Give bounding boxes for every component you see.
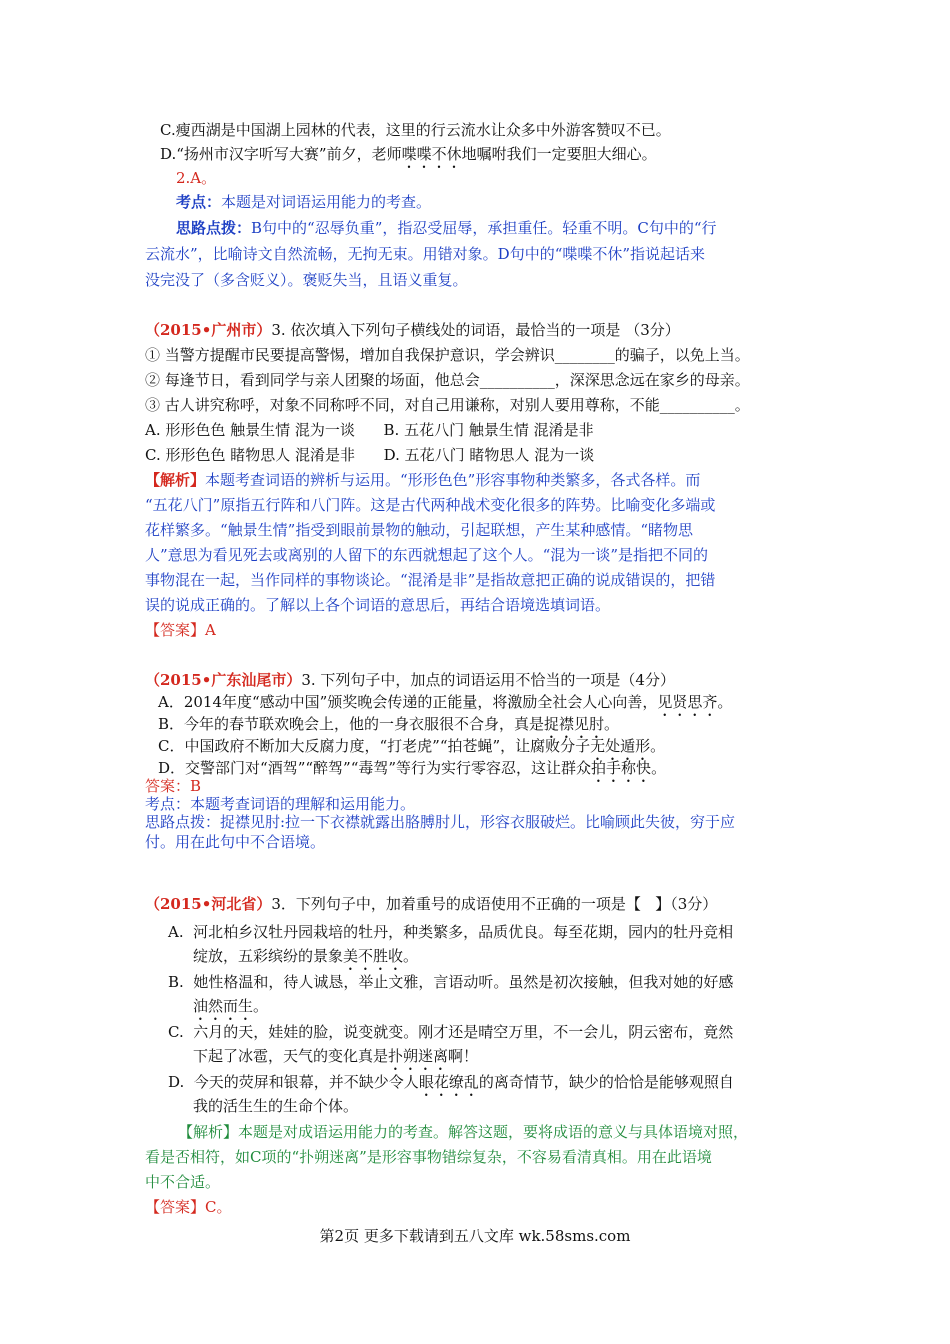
silu-line-3: [145, 268, 468, 292]
q4-option-d-post: 的离奇情节，缺少的恰恰是能够观照自: [478, 1073, 734, 1091]
q4-option-d-pre: D. 今天的荧屏和银幕，并不缺少令人: [168, 1073, 419, 1091]
q3-kaodian-text: 考点：本题考查词语的理解和运用能力。: [145, 795, 416, 813]
q4-answer-text: C。: [205, 1198, 232, 1216]
q2-title-line: [145, 318, 680, 342]
q4-option-b-line-1: [168, 970, 733, 994]
kaodian-line: [176, 190, 431, 214]
q3-option-c: [158, 734, 665, 758]
silu-line-2: [145, 242, 705, 266]
q4-jiexi-text-3: 中不合适。: [145, 1173, 221, 1191]
q2-answer-text: 【答案】A: [145, 621, 216, 639]
q3-source: （2015•广东汕尾市）: [145, 671, 302, 689]
q4-option-b-text-1: B. 她性格温和，待人诚恳，举止文雅，言语动听。虽然是初次接触，但我对她的好感: [168, 973, 734, 991]
q4-option-a-line-2: [193, 944, 418, 968]
q4-option-a-dotted: 美不胜收: [343, 947, 404, 965]
q3-option-d-post: 。: [651, 759, 667, 777]
q4-jiexi-line-3: [145, 1170, 220, 1194]
q3-option-c-pre: C．中国政府不断加大反腐力度，“打老虎”“拍苍蝇”，让腐败分子: [158, 737, 591, 755]
option-c-line: [160, 118, 671, 142]
q4-option-c-line-2: [193, 1044, 478, 1068]
q4-option-c-pre: 下起了冰雹，天气的变化真是: [193, 1047, 389, 1065]
q4-option-b-line-2: [193, 994, 268, 1018]
option-d-pre: D.“扬州市汉字听写大赛”前夕，老师: [160, 145, 402, 163]
q2-jiexi-line-2: [145, 493, 715, 517]
option-d-post: 地嘱咐我们一定要胆大细心。: [461, 145, 657, 163]
q2-jiexi-text-3: 花样繁多。“触景生情”指受到眼前景物的触动，引起联想，产生某种感情。“睹物思: [145, 521, 694, 539]
q4-option-c-post: 啊！: [448, 1047, 479, 1065]
option-d-line: [160, 142, 657, 166]
q4-option-a-text-1: A. 河北柏乡汉牡丹园栽培的牡丹，种类繁多，品质优良。每至花期，园内的牡丹竞相: [168, 923, 734, 941]
q4-option-a-pre: 绽放，五彩缤纷的景象: [193, 947, 344, 965]
q3-question: 3. 下列句子中，加点的词语运用不恰当的一项是（4分）: [301, 671, 675, 689]
q3-option-d: [158, 756, 666, 780]
q2-jiexi-line-1: [145, 468, 700, 492]
q2-jiexi-text-6: 误的说成正确的。了解以上各个词语的意思后，再结合语境选填词语。: [145, 596, 611, 614]
q3-option-b-pre: B．今年的春节联欢晚会上，他的一身衣服很不合身，真是: [158, 715, 545, 733]
q3-silu-text-2: 付。用在此句中不合语境。: [145, 833, 326, 851]
q2-source: （2015•广州市）: [145, 321, 272, 339]
q2-jiexi-line-5: [145, 568, 715, 592]
q2-jiexi-line-6: [145, 593, 610, 617]
q4-option-c-dotted: 扑朔迷离: [388, 1047, 449, 1065]
q3-silu-line-2: [145, 830, 325, 854]
kaodian-text: 本题是对词语运用能力的考查。: [221, 193, 432, 211]
q4-option-c-text-1: C. 六月的天，娃娃的脸，说变就变。刚才还是晴空万里，不一会儿，阴云密布，竟然: [168, 1023, 734, 1041]
q4-jiexi-line-1: [178, 1120, 748, 1144]
q4-option-d-dotted: 眼花缭乱: [418, 1073, 479, 1091]
answer-line: [176, 166, 216, 190]
q2-jiexi-text-5: 事物混在一起，当作同样的事物谈论。“混淆是非”是指故意把正确的说成错误的，把错: [145, 571, 716, 589]
q2-item-1-text: ① 当警方提醒市民要提高警惕，增加自我保护意识，学会辨识________的骗子，以免上当。: [145, 346, 750, 364]
q4-option-d-text-2: 我的活生生的生命个体。: [193, 1097, 359, 1115]
q2-jiexi-line-3: [145, 518, 693, 542]
q2-question: 3. 依次填入下列句子横线处的词语，最恰当的一项是 （3分）: [271, 321, 680, 339]
footer-text: 第2页 更多下载请到五八文库 wk.58sms.com: [319, 1227, 631, 1245]
option-c-text: C.瘦西湖是中国湖上园林的代表，这里的行云流水让众多中外游客赞叹不已。: [160, 121, 671, 139]
page-footer: [0, 1224, 950, 1248]
q2-jiexi-text-2: “五花八门”原指五行阵和八门阵。这是古代两种战术变化很多的阵势。比喻变化多端或: [145, 496, 716, 514]
answer-text: 2.A。: [176, 169, 217, 187]
q4-option-d-line-2: [193, 1094, 358, 1118]
q3-option-a: [158, 690, 732, 714]
q3-answer-text: 答案：B: [145, 777, 202, 795]
q2-options-1-text: A. 形形色色 触景生情 混为一谈 B. 五花八门 触景生情 混淆是非: [145, 421, 594, 439]
q4-jiexi-label: 【解析】: [178, 1123, 239, 1141]
silu-label: 思路点拨：: [176, 219, 252, 237]
q4-option-b-post: 。: [253, 997, 269, 1015]
q4-title-line: [145, 892, 717, 916]
q3-option-a-dotted: 见贤思齐: [657, 693, 718, 711]
q2-options-1: [145, 418, 594, 442]
q4-question: 3．下列句子中，加着重号的成语使用不正确的一项是【 】（3分）: [271, 895, 718, 913]
q4-source: （2015•河北省）: [145, 895, 272, 913]
q2-jiexi-line-4: [145, 543, 708, 567]
q4-option-c-line-1: [168, 1020, 733, 1044]
q4-answer-label: 【答案】: [145, 1198, 206, 1216]
q2-item-3: [145, 393, 750, 417]
q3-option-d-pre: D．交警部门对“酒驾”“醉驾”“毒驾”等行为实行零容忍，这让群众: [158, 759, 592, 777]
q4-option-a-post: 。: [403, 947, 419, 965]
q3-option-d-dotted: 拍手称快: [591, 759, 652, 777]
q3-option-b-dotted: 捉襟见肘: [544, 715, 605, 733]
q3-title-line: [145, 668, 675, 692]
q2-answer-line: [145, 618, 216, 642]
q4-jiexi-text-2: 看是否相符，如C项的“扑朔迷离”是形容事物错综复杂，不容易看清真相。用在此语境: [145, 1148, 712, 1166]
q3-option-c-dotted: 无处遁形: [590, 737, 651, 755]
q2-jiexi-text-1: 本题考查词语的辨析与运用。“形形色色”形容事物种类繁多，各式各样。而: [205, 471, 701, 489]
kaodian-label: 考点：: [176, 193, 222, 211]
q3-option-b-post: 。: [604, 715, 620, 733]
q2-options-2: [145, 443, 594, 467]
q4-option-a-line-1: [168, 920, 733, 944]
q2-options-2-text: C. 形形色色 睹物思人 混淆是非 D. 五花八门 睹物思人 混为一谈: [145, 446, 595, 464]
q2-item-2: [145, 368, 750, 392]
q4-jiexi-line-2: [145, 1145, 712, 1169]
silu-text-3: 没完没了（多含贬义）。褒贬失当，且语义重复。: [145, 271, 468, 289]
silu-text-2: 云流水”，比喻诗文自然流畅，无拘无束。用错对象。D句中的“喋喋不休”指说起话来: [145, 245, 706, 263]
q4-answer-line: [145, 1195, 232, 1219]
option-d-dotted-phrase: 喋喋不休: [401, 145, 462, 163]
q2-item-2-text: ② 每逢节日，看到同学与亲人团聚的场面，他总会__________，深深思念远在家乡的母亲。: [145, 371, 750, 389]
q3-option-a-pre: A．2014年度“感动中国”颁奖晚会传递的正能量，将激励全社会人心向善，: [158, 693, 658, 711]
q2-item-3-text: ③ 古人讲究称呼，对象不同称呼不同，对自己用谦称，对别人要用尊称，不能__________。: [145, 396, 750, 414]
q2-jiexi-label: 【解析】: [145, 471, 206, 489]
q4-option-d-line-1: [168, 1070, 734, 1094]
q3-option-a-post: 。: [717, 693, 733, 711]
q3-option-b: [158, 712, 619, 736]
q2-jiexi-text-4: 人”意思为看见死去或离别的人留下的东西就想起了这个人。“混为一谈”是指把不同的: [145, 546, 709, 564]
silu-text-1: B句中的“忍辱负重”，指忍受屈辱，承担重任。轻重不明。C句中的“行: [251, 219, 717, 237]
q2-item-1: [145, 343, 750, 367]
q3-option-c-post: 。: [650, 737, 666, 755]
q3-silu-text-1: 思路点拨：捉襟见肘:拉一下衣襟就露出胳膊肘儿，形容衣服破烂。比喻顾此失彼，穷于应: [145, 813, 736, 831]
silu-line-1: [176, 216, 717, 240]
q4-option-b-dotted: 油然而生: [193, 997, 254, 1015]
q4-jiexi-text-1: 本题是对成语运用能力的考查。解答这题，要将成语的意义与具体语境对照，: [238, 1123, 749, 1141]
